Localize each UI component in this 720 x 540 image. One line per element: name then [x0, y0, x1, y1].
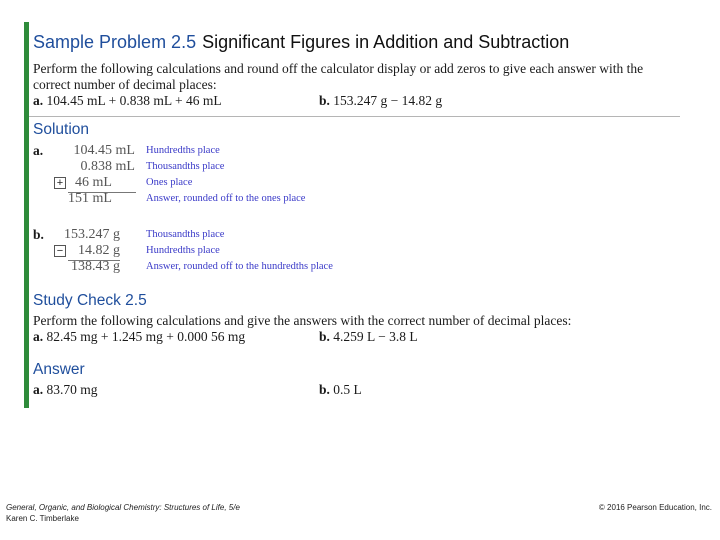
- footer-book-title: General, Organic, and Biological Chemistry: Structures of Life, 5/e: [6, 503, 240, 512]
- study-a-text: 82.45 mg + 1.245 mg + 0.000 56 mg: [46, 329, 246, 344]
- problem-part-a: [33, 93, 222, 109]
- answer-b-label: b.: [319, 382, 330, 397]
- study-check-part-a: [33, 329, 245, 345]
- footer-author: Karen C. Timberlake: [6, 514, 79, 523]
- problem-line-2: correct number of decimal places:: [33, 77, 217, 92]
- answer-a-label: a.: [33, 382, 44, 397]
- problem-title: Significant Figures in Addition and Subtraction: [202, 32, 570, 52]
- solution-a-label: a.: [33, 143, 44, 158]
- solution-b-note-2: Hundredths place: [146, 245, 220, 256]
- solution-a-note-3: Ones place: [146, 177, 193, 188]
- solution-a-note-1: Hundredths place: [146, 145, 220, 156]
- solution-b-row-2: 14.82 g: [78, 243, 120, 258]
- answer-part-a: [33, 382, 98, 398]
- page-title: [33, 32, 569, 53]
- answer-a-text: 83.70 mg: [46, 382, 98, 397]
- footer-copyright: © 2016 Pearson Education, Inc.: [598, 503, 712, 512]
- study-check-text: Perform the following calculations and give the answers with the correct number of decimal places:: [33, 313, 572, 328]
- solution-a-note-2: Thousandths place: [146, 161, 225, 172]
- part-b-text: 153.247 g − 14.82 g: [333, 93, 443, 108]
- problem-label: Sample Problem 2.5: [33, 32, 197, 52]
- study-a-label: a.: [33, 329, 44, 344]
- solution-a-row-3: 46 mL: [75, 175, 112, 190]
- minus-operator-box: −: [54, 245, 66, 257]
- part-a-text: 104.45 mL + 0.838 mL + 46 mL: [46, 93, 222, 108]
- study-b-text: 4.259 L − 3.8 L: [333, 329, 418, 344]
- plus-operator-box: +: [54, 177, 66, 189]
- solution-b-row-1: 153.247 g: [64, 227, 120, 242]
- part-a-label: a.: [33, 93, 44, 108]
- problem-part-b: [319, 93, 442, 109]
- solution-b-note-1: Thousandths place: [146, 229, 225, 240]
- solution-b-result: 138.43 g: [71, 259, 120, 274]
- solution-a-note-4: Answer, rounded off to the ones place: [146, 193, 306, 204]
- answer-heading: Answer: [33, 361, 85, 378]
- solution-heading: Solution: [33, 121, 90, 138]
- answer-b-text: 0.5 L: [333, 382, 362, 397]
- part-b-label: b.: [319, 93, 330, 108]
- problem-line-1: Perform the following calculations and round off the calculator display or add zeros to give each answer with the: [33, 61, 644, 76]
- divider: [29, 116, 680, 117]
- solution-b-note-3: Answer, rounded off to the hundredths place: [146, 261, 333, 272]
- solution-a-result: 151 mL: [68, 191, 112, 206]
- study-check-heading: Study Check 2.5: [33, 292, 147, 309]
- accent-bar: [24, 22, 29, 408]
- study-check-part-b: [319, 329, 418, 345]
- study-b-label: b.: [319, 329, 330, 344]
- solution-a-row-2: 0.838 mL: [80, 159, 135, 174]
- solution-b-label: b.: [33, 227, 44, 242]
- solution-a-row-1: 104.45 mL: [73, 143, 135, 158]
- answer-part-b: [319, 382, 362, 398]
